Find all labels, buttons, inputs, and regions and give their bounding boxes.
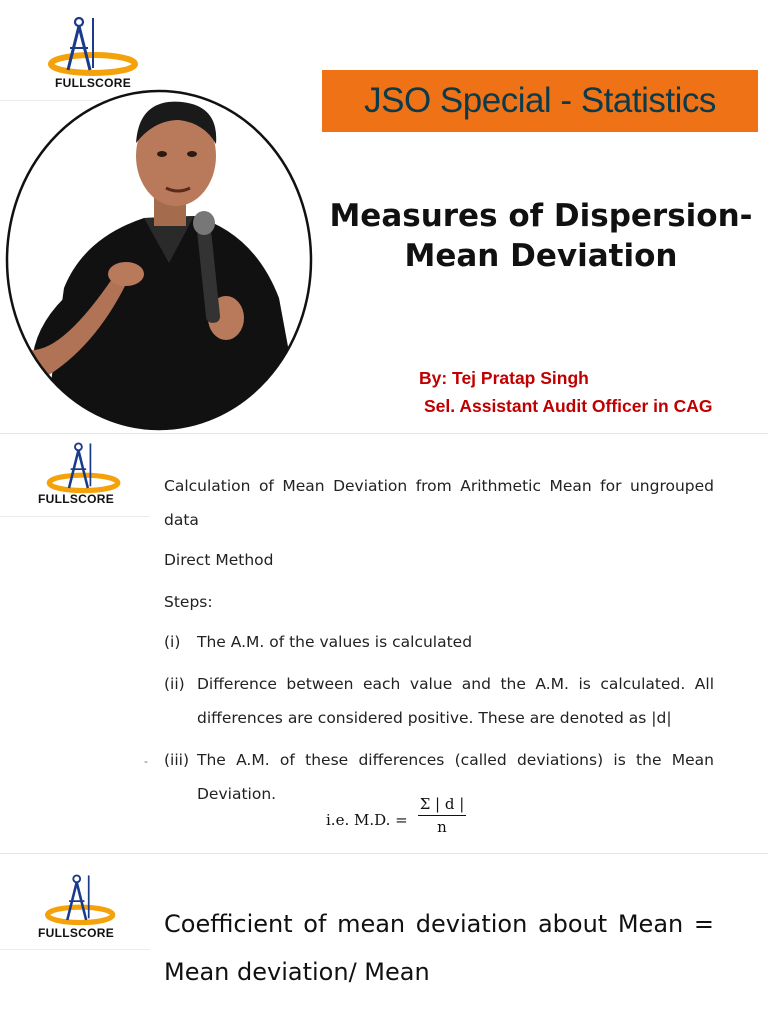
logo-text: FULLSCORE [38,492,115,506]
formula-numerator: Σ | d | [419,795,465,813]
formula-denominator: n [437,818,447,836]
divider [0,516,150,517]
fraction-bar [418,815,466,816]
bullet-dash: - [144,754,148,768]
compass-logo-icon [38,872,148,932]
method-label: Direct Method [164,551,274,569]
divider [0,949,150,950]
step-number: (i) [164,633,181,651]
subtitle-line-2: Mean Deviation [404,238,678,274]
slide-subtitle [318,196,764,276]
coefficient-definition: Coefficient of mean deviation about Mean = Mean deviation/ Mean [164,910,714,986]
author-designation: Sel. Assistant Audit Officer in CAG [424,396,713,416]
banner-title: JSO Special - Statistics [364,81,716,120]
step-number: (ii) [164,675,185,693]
title-slide [0,0,768,433]
formula-fraction [418,794,466,837]
compass-logo-icon [38,440,148,500]
step-text: The A.M. of the values is calculated [197,633,473,651]
author-name: By: Tej Pratap Singh [419,368,589,388]
step-text: Difference between each value and the A.M. is calculated. All differences are considered positive. These are denoted as |d| [197,675,714,727]
content-slide [0,433,768,854]
formula-prefix: i.e. M.D. = [326,811,408,829]
logo-text: FULLSCORE [54,76,132,90]
coefficient-slide [0,853,768,1025]
title-banner [322,70,758,132]
subtitle-line-1: Measures of Dispersion- [329,198,753,234]
steps-label: Steps: [164,593,213,611]
compass-logo-icon [38,14,148,84]
logo-text: FULLSCORE [38,926,115,940]
step-number: (iii) [164,751,190,769]
step-text: The A.M. of these differences (called deviations) is the Mean Deviation. [197,751,714,803]
presenter-photo [4,88,314,433]
intro-paragraph: Calculation of Mean Deviation from Arithmetic Mean for ungrouped data [164,477,714,529]
